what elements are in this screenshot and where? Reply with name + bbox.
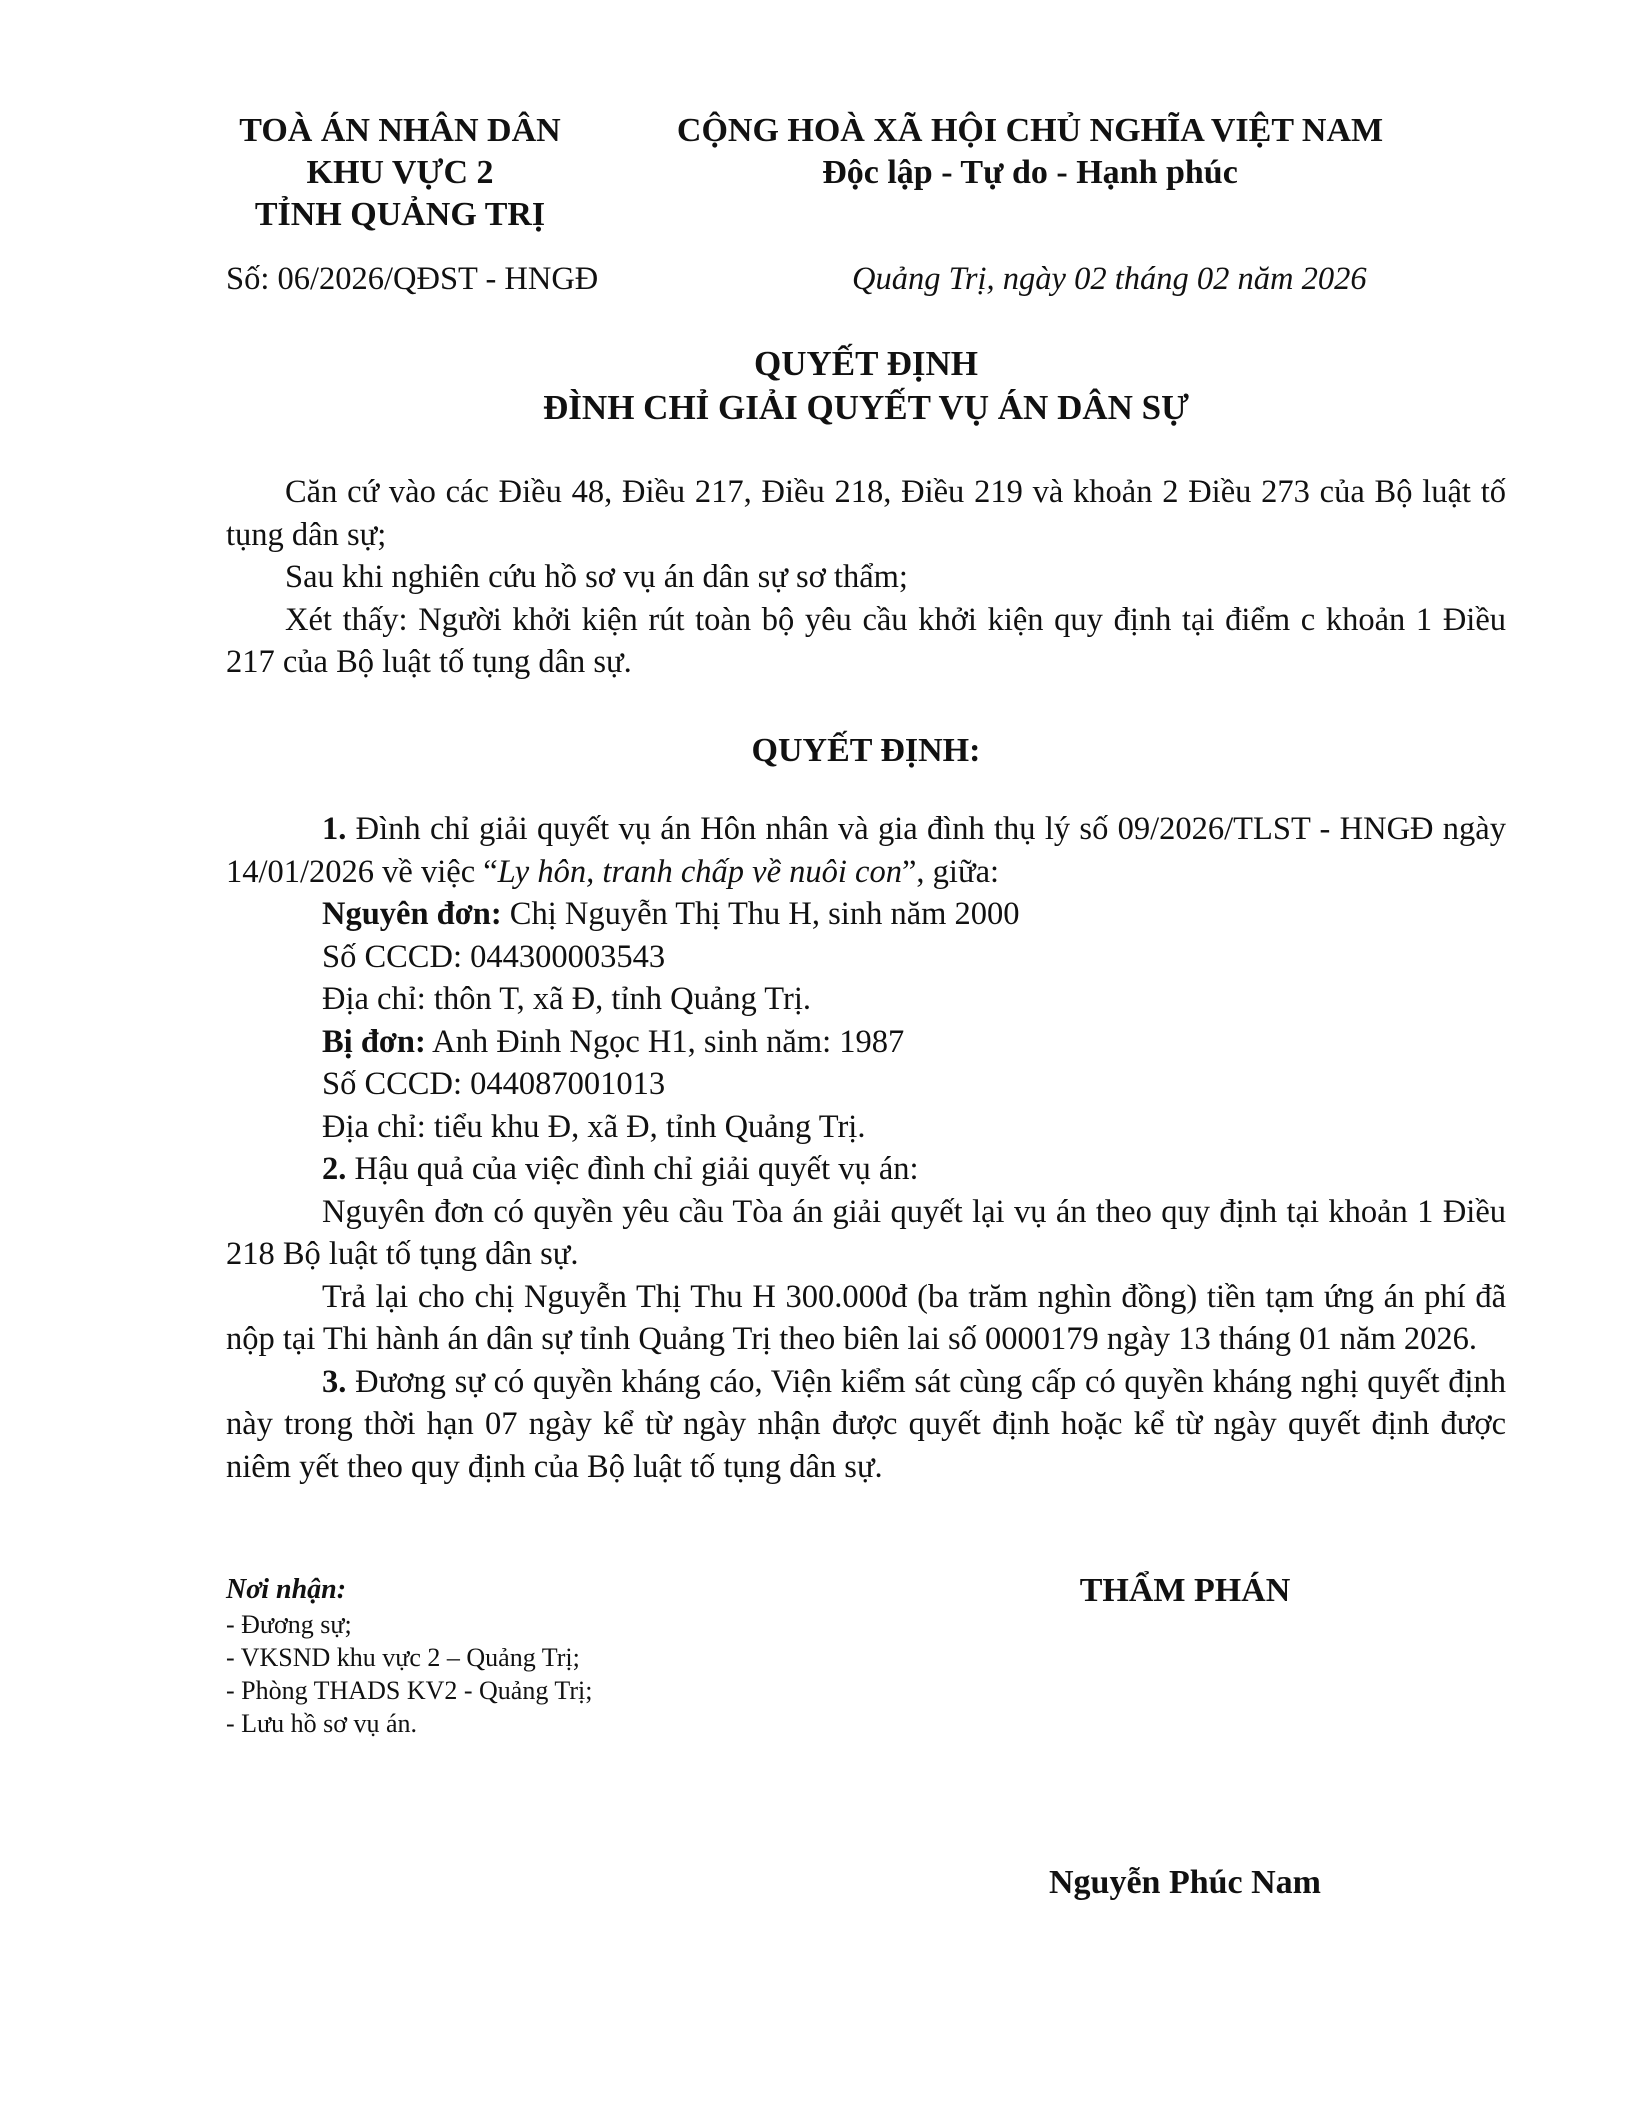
national-motto: Độc lập - Tự do - Hạnh phúc [822, 154, 1238, 191]
court-line-2: KHU VỰC 2 [306, 154, 494, 191]
document-number: Số: 06/2026/QĐST - HNGĐ [226, 261, 599, 297]
item-1-case-subject: Ly hôn, tranh chấp về nuôi con [497, 853, 902, 890]
defendant-line [226, 1021, 1506, 1064]
item-3-text: Đương sự có quyền kháng cáo, Viện kiểm sát cùng cấp có quyền kháng nghị quyết định này trong thời hạn 07 ngày kể từ ngày nhận được quyết định hoặc kể từ ngày quyết định được niêm yết theo quy định của Bộ luật tố tụng dân sự. [226, 1363, 1506, 1485]
item-2-retry-right: Nguyên đơn có quyền yêu cầu Tòa án giải quyết lại vụ án theo quy định tại khoản 1 Điều 218 Bộ luật tố tụng dân sự. [226, 1193, 1506, 1272]
item-2-text: Hậu quả của việc đình chỉ giải quyết vụ án: [346, 1151, 919, 1187]
recipient-item: - Đương sự; [226, 1610, 352, 1639]
court-line-1: TOÀ ÁN NHÂN DÂN [239, 112, 561, 149]
item-2-number: 2. [322, 1151, 347, 1187]
item-3-number: 3. [322, 1363, 347, 1400]
nation-name: CỘNG HOÀ XÃ HỘI CHỦ NGHĨA VIỆT NAM [676, 112, 1384, 149]
defendant-address: Địa chỉ: tiểu khu Đ, xã Đ, tỉnh Quảng Trị. [322, 1108, 866, 1145]
plaintiff-value: Chị Nguyễn Thị Thu H, sinh năm 2000 [501, 896, 1020, 932]
signer-name: Nguyễn Phúc Nam [1048, 1864, 1322, 1901]
document-title [226, 342, 1506, 430]
defendant-id: Số CCCD: 044087001013 [322, 1066, 666, 1102]
court-name [200, 110, 600, 236]
preamble-legal-basis: Căn cứ vào các Điều 48, Điều 217, Điều 218, Điều 219 và khoản 2 Điều 273 của Bộ luật tố tụng dân sự; [226, 474, 1506, 553]
recipient-item: - Phòng THADS KV2 - Quảng Trị; [226, 1676, 593, 1705]
item-1-number: 1. [322, 811, 347, 847]
preamble [226, 471, 1506, 684]
defendant-label: Bị đơn: [322, 1023, 426, 1060]
item-2 [226, 1148, 1506, 1191]
place-date: Quảng Trị, ngày 02 tháng 02 năm 2026 [852, 261, 1367, 297]
item-1-text-before: Đình chỉ giải quyết vụ án Hôn nhân và gia đình thụ lý số 09/2026/TLST - HNGĐ ngày 14/01/2026 về việc “ [226, 811, 1506, 890]
recipients [226, 1572, 592, 1740]
title-line-2: ĐÌNH CHỈ GIẢI QUYẾT VỤ ÁN DÂN SỰ [543, 388, 1189, 427]
item-1-text-after: ”, giữa: [902, 853, 1000, 890]
recipient-item: - Lưu hồ sơ vụ án. [226, 1709, 418, 1738]
plaintiff-address: Địa chỉ: thôn T, xã Đ, tỉnh Quảng Trị. [322, 981, 811, 1017]
item-1 [226, 808, 1506, 893]
plaintiff-id: Số CCCD: 044300003543 [322, 938, 666, 975]
court-line-3: TỈNH QUẢNG TRỊ [254, 196, 546, 233]
recipient-item: - VKSND khu vực 2 – Quảng Trị; [226, 1643, 580, 1672]
decision-heading: QUYẾT ĐỊNH: [751, 732, 981, 769]
title-line-1: QUYẾT ĐỊNH [754, 344, 978, 383]
national-header [645, 110, 1415, 194]
recipients-title: Nơi nhận: [226, 1574, 347, 1605]
decision-body [226, 808, 1506, 1488]
plaintiff-line [226, 893, 1506, 936]
item-3 [226, 1361, 1506, 1489]
item-2-fee-refund: Trả lại cho chị Nguyễn Thị Thu H 300.000đ (ba trăm nghìn đồng) tiền tạm ứng án phí đã nộp tại Thi hành án dân sự tỉnh Quảng Trị theo biên lai số 0000179 ngày 13 tháng 01 năm 2026. [226, 1278, 1506, 1357]
preamble-finding: Xét thấy: Người khởi kiện rút toàn bộ yêu cầu khởi kiện quy định tại điểm c khoản 1 Điều 217 của Bộ luật tố tụng dân sự. [226, 601, 1506, 680]
defendant-value: Anh Đinh Ngọc H1, sinh năm: 1987 [425, 1023, 905, 1060]
preamble-review: Sau khi nghiên cứu hồ sơ vụ án dân sự sơ thẩm; [285, 559, 908, 595]
signature-role: THẨM PHÁN [1079, 1572, 1291, 1609]
plaintiff-label: Nguyên đơn: [322, 896, 502, 932]
